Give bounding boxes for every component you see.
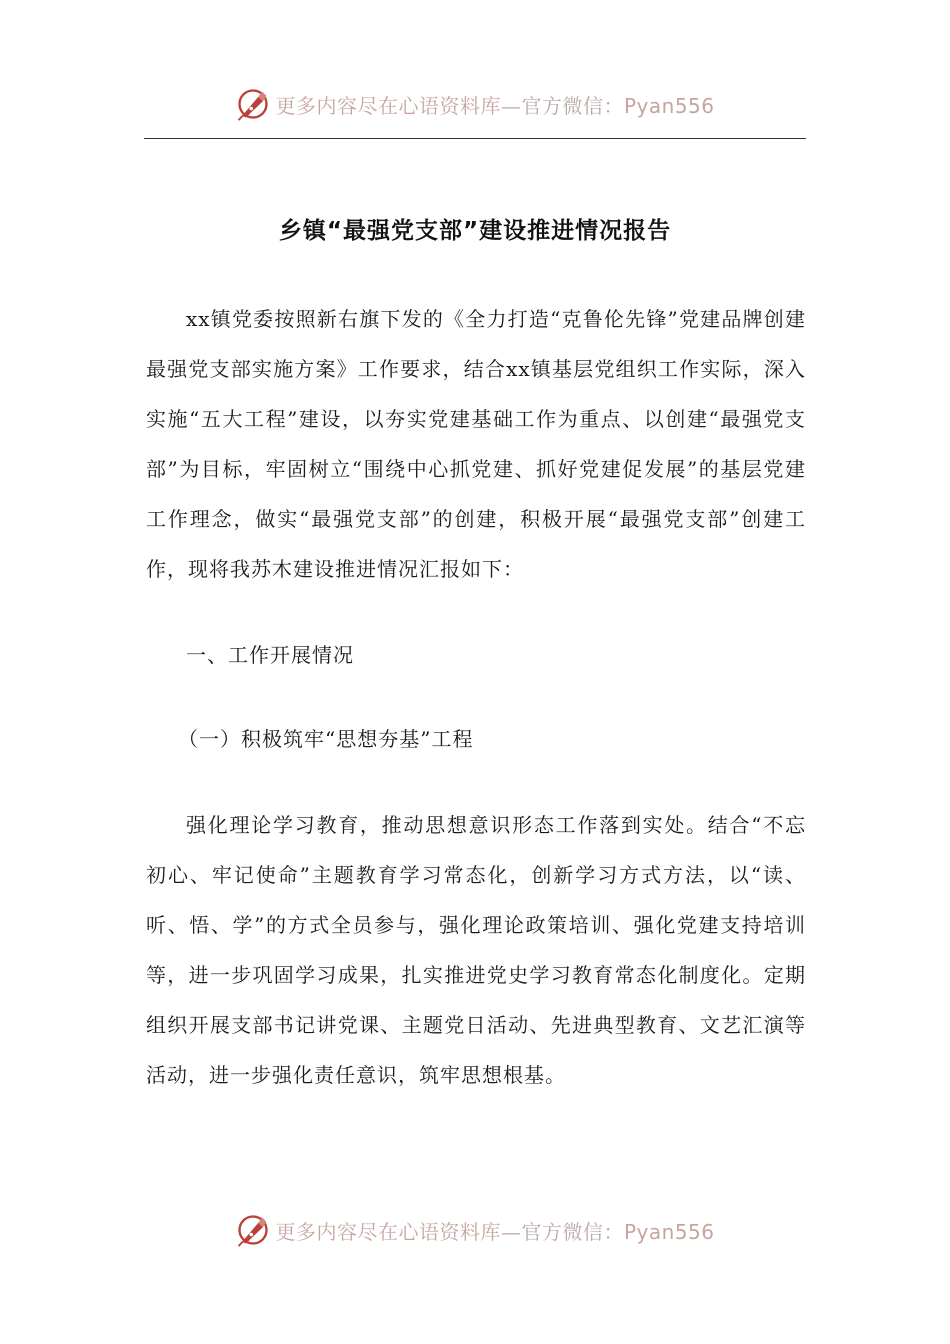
watermark-main: 更多内容尽在心语资料库 [275, 93, 501, 118]
pen-nib-logo-icon [235, 1212, 271, 1248]
subsection-paragraph: 强化理论学习教育，推动思想意识形态工作落到实处。结合“不忘初心、牢记使命”主题教育学习常态化，创新学习方式方法，以“读、听、悟、学”的方式全员参与，强化理论政策培训、强化党建支持培训等，进一步巩固学习成果，扎实推进党史学习教育常态化制度化。定期组织开展支部书记讲党课、主题党日活动、先进典型教育、文艺汇演等活动，进一步强化责任意识，筑牢思想根基。 [146, 813, 806, 1087]
header-watermark-banner [0, 82, 950, 126]
watermark-wechat-label: 官方微信： [521, 1219, 624, 1244]
document-title: 乡镇“最强党支部”建设推进情况报告 [278, 218, 672, 244]
watermark-main: 更多内容尽在心语资料库 [275, 1219, 501, 1244]
document-body [146, 294, 806, 1100]
watermark-dash: — [500, 93, 522, 118]
section-heading: 一、工作开展情况 [186, 643, 354, 667]
intro-paragraph: xx镇党委按照新右旗下发的《全力打造“克鲁伦先锋”党建品牌创建最强党支部实施方案》工作要求，结合xx镇基层党组织工作实际，深入实施“五大工程”建设，以夯实党建基础工作为重点、以创建“最强党支部”为目标，牢固树立“围绕中心抓党建、抓好党建促发展”的基层党建工作理念，做实“最强党支部”的创建，积极开展“最强党支部”创建工作，现将我苏木建设推进情况汇报如下： [146, 307, 806, 581]
watermark-dash: — [500, 1219, 522, 1244]
watermark-text [275, 1216, 714, 1245]
header-divider [144, 138, 806, 139]
watermark-wechat-id: Pyan556 [623, 93, 715, 118]
footer-watermark-banner [0, 1208, 950, 1252]
pen-nib-logo-icon [235, 86, 271, 122]
watermark-text [275, 90, 714, 119]
watermark-wechat-id: Pyan556 [623, 1219, 715, 1244]
subsection-heading: （一）积极筑牢“思想夯基”工程 [178, 727, 474, 751]
watermark-wechat-label: 官方微信： [521, 93, 624, 118]
